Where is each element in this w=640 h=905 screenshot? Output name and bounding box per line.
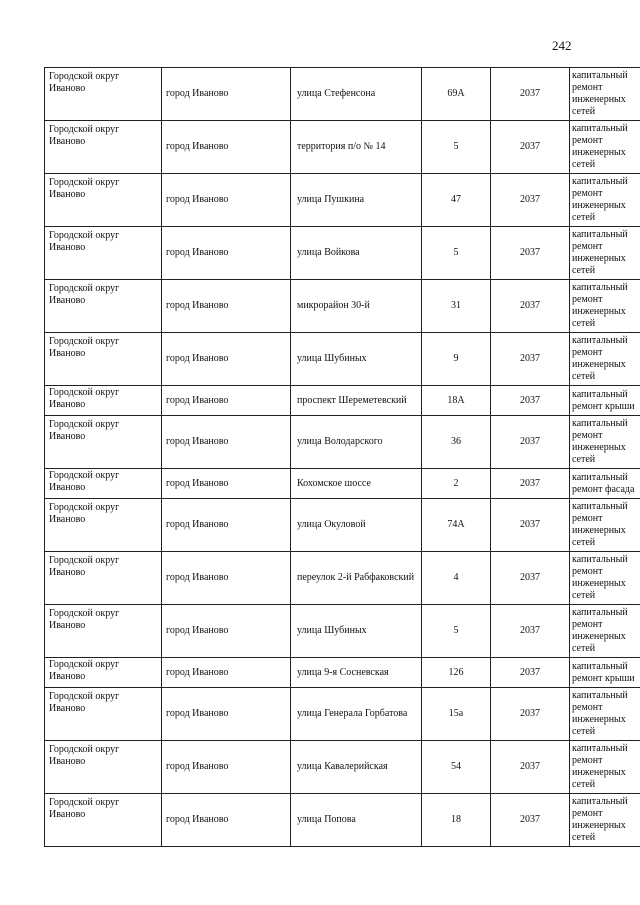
work-type-cell: капитальный ремонт инженерных сетей bbox=[570, 794, 640, 847]
settlement-cell: город Иваново bbox=[162, 794, 291, 847]
work-type-cell: капитальный ремонт инженерных сетей bbox=[570, 333, 640, 386]
municipality-cell: Городской округ Иваново bbox=[45, 333, 162, 386]
municipality-cell: Городской округ Иваново bbox=[45, 174, 162, 227]
street-cell: улица Попова bbox=[291, 794, 422, 847]
municipality-cell: Городской округ Иваново bbox=[45, 741, 162, 794]
year-cell: 2037 bbox=[491, 333, 570, 386]
street-cell: улица Стефенсона bbox=[291, 68, 422, 121]
table-row bbox=[45, 794, 640, 847]
work-type-cell: капитальный ремонт инженерных сетей bbox=[570, 605, 640, 658]
municipality-cell: Городской округ Иваново bbox=[45, 552, 162, 605]
municipality-cell: Городской округ Иваново bbox=[45, 386, 162, 416]
settlement-cell: город Иваново bbox=[162, 280, 291, 333]
work-type-cell: капитальный ремонт инженерных сетей bbox=[570, 741, 640, 794]
house-number-cell: 74А bbox=[422, 499, 491, 552]
settlement-cell: город Иваново bbox=[162, 386, 291, 416]
year-cell: 2037 bbox=[491, 499, 570, 552]
work-type-cell: капитальный ремонт фасада bbox=[570, 469, 640, 499]
municipality-cell: Городской округ Иваново bbox=[45, 68, 162, 121]
settlement-cell: город Иваново bbox=[162, 552, 291, 605]
table-row bbox=[45, 68, 640, 121]
house-number-cell: 5 bbox=[422, 227, 491, 280]
work-type-cell: капитальный ремонт инженерных сетей bbox=[570, 227, 640, 280]
house-number-cell: 4 bbox=[422, 552, 491, 605]
work-type-cell: капитальный ремонт инженерных сетей bbox=[570, 499, 640, 552]
year-cell: 2037 bbox=[491, 386, 570, 416]
house-number-cell: 15а bbox=[422, 688, 491, 741]
house-number-cell: 9 bbox=[422, 333, 491, 386]
municipality-cell: Городской округ Иваново bbox=[45, 469, 162, 499]
year-cell: 2037 bbox=[491, 688, 570, 741]
street-cell: проспект Шереметевский bbox=[291, 386, 422, 416]
year-cell: 2037 bbox=[491, 121, 570, 174]
year-cell: 2037 bbox=[491, 741, 570, 794]
street-cell: улица Шубиных bbox=[291, 605, 422, 658]
municipality-cell: Городской округ Иваново bbox=[45, 688, 162, 741]
street-cell: улица 9-я Сосневская bbox=[291, 658, 422, 688]
table-row bbox=[45, 605, 640, 658]
house-number-cell: 18 bbox=[422, 794, 491, 847]
municipality-cell: Городской округ Иваново bbox=[45, 280, 162, 333]
house-number-cell: 5 bbox=[422, 605, 491, 658]
table-row bbox=[45, 227, 640, 280]
work-type-cell: капитальный ремонт инженерных сетей bbox=[570, 416, 640, 469]
work-type-cell: капитальный ремонт крыши bbox=[570, 658, 640, 688]
settlement-cell: город Иваново bbox=[162, 741, 291, 794]
street-cell: улица Пушкина bbox=[291, 174, 422, 227]
house-number-cell: 5 bbox=[422, 121, 491, 174]
table-row bbox=[45, 469, 640, 499]
year-cell: 2037 bbox=[491, 794, 570, 847]
house-number-cell: 47 bbox=[422, 174, 491, 227]
municipality-cell: Городской округ Иваново bbox=[45, 605, 162, 658]
table-row bbox=[45, 386, 640, 416]
year-cell: 2037 bbox=[491, 605, 570, 658]
house-number-cell: 69А bbox=[422, 68, 491, 121]
work-type-cell: капитальный ремонт инженерных сетей bbox=[570, 68, 640, 121]
house-number-cell: 126 bbox=[422, 658, 491, 688]
municipality-cell: Городской округ Иваново bbox=[45, 227, 162, 280]
year-cell: 2037 bbox=[491, 552, 570, 605]
house-number-cell: 18А bbox=[422, 386, 491, 416]
settlement-cell: город Иваново bbox=[162, 68, 291, 121]
settlement-cell: город Иваново bbox=[162, 688, 291, 741]
table-row bbox=[45, 174, 640, 227]
work-type-cell: капитальный ремонт инженерных сетей bbox=[570, 121, 640, 174]
table-row bbox=[45, 499, 640, 552]
housing-repair-table bbox=[44, 67, 640, 847]
table-row bbox=[45, 416, 640, 469]
year-cell: 2037 bbox=[491, 280, 570, 333]
street-cell: улица Шубиных bbox=[291, 333, 422, 386]
work-type-cell: капитальный ремонт инженерных сетей bbox=[570, 174, 640, 227]
year-cell: 2037 bbox=[491, 658, 570, 688]
year-cell: 2037 bbox=[491, 227, 570, 280]
street-cell: микрорайон 30-й bbox=[291, 280, 422, 333]
street-cell: переулок 2-й Рабфаковский bbox=[291, 552, 422, 605]
settlement-cell: город Иваново bbox=[162, 469, 291, 499]
settlement-cell: город Иваново bbox=[162, 333, 291, 386]
table-row bbox=[45, 741, 640, 794]
year-cell: 2037 bbox=[491, 174, 570, 227]
settlement-cell: город Иваново bbox=[162, 121, 291, 174]
street-cell: улица Войкова bbox=[291, 227, 422, 280]
street-cell: улица Кавалерийская bbox=[291, 741, 422, 794]
year-cell: 2037 bbox=[491, 469, 570, 499]
settlement-cell: город Иваново bbox=[162, 416, 291, 469]
table-row bbox=[45, 280, 640, 333]
year-cell: 2037 bbox=[491, 416, 570, 469]
municipality-cell: Городской округ Иваново bbox=[45, 658, 162, 688]
table-body bbox=[45, 68, 640, 847]
table-row bbox=[45, 333, 640, 386]
settlement-cell: город Иваново bbox=[162, 605, 291, 658]
settlement-cell: город Иваново bbox=[162, 499, 291, 552]
municipality-cell: Городской округ Иваново bbox=[45, 794, 162, 847]
house-number-cell: 31 bbox=[422, 280, 491, 333]
work-type-cell: капитальный ремонт инженерных сетей bbox=[570, 688, 640, 741]
table-row bbox=[45, 121, 640, 174]
year-cell: 2037 bbox=[491, 68, 570, 121]
table-row bbox=[45, 688, 640, 741]
house-number-cell: 2 bbox=[422, 469, 491, 499]
street-cell: улица Володарского bbox=[291, 416, 422, 469]
municipality-cell: Городской округ Иваново bbox=[45, 499, 162, 552]
municipality-cell: Городской округ Иваново bbox=[45, 121, 162, 174]
table-row bbox=[45, 552, 640, 605]
house-number-cell: 36 bbox=[422, 416, 491, 469]
street-cell: улица Окуловой bbox=[291, 499, 422, 552]
street-cell: улица Генерала Горбатова bbox=[291, 688, 422, 741]
work-type-cell: капитальный ремонт инженерных сетей bbox=[570, 552, 640, 605]
street-cell: Кохомское шоссе bbox=[291, 469, 422, 499]
street-cell: территория п/о № 14 bbox=[291, 121, 422, 174]
table-row bbox=[45, 658, 640, 688]
municipality-cell: Городской округ Иваново bbox=[45, 416, 162, 469]
settlement-cell: город Иваново bbox=[162, 658, 291, 688]
settlement-cell: город Иваново bbox=[162, 227, 291, 280]
work-type-cell: капитальный ремонт инженерных сетей bbox=[570, 280, 640, 333]
settlement-cell: город Иваново bbox=[162, 174, 291, 227]
house-number-cell: 54 bbox=[422, 741, 491, 794]
page-number: 242 bbox=[552, 38, 572, 53]
work-type-cell: капитальный ремонт крыши bbox=[570, 386, 640, 416]
